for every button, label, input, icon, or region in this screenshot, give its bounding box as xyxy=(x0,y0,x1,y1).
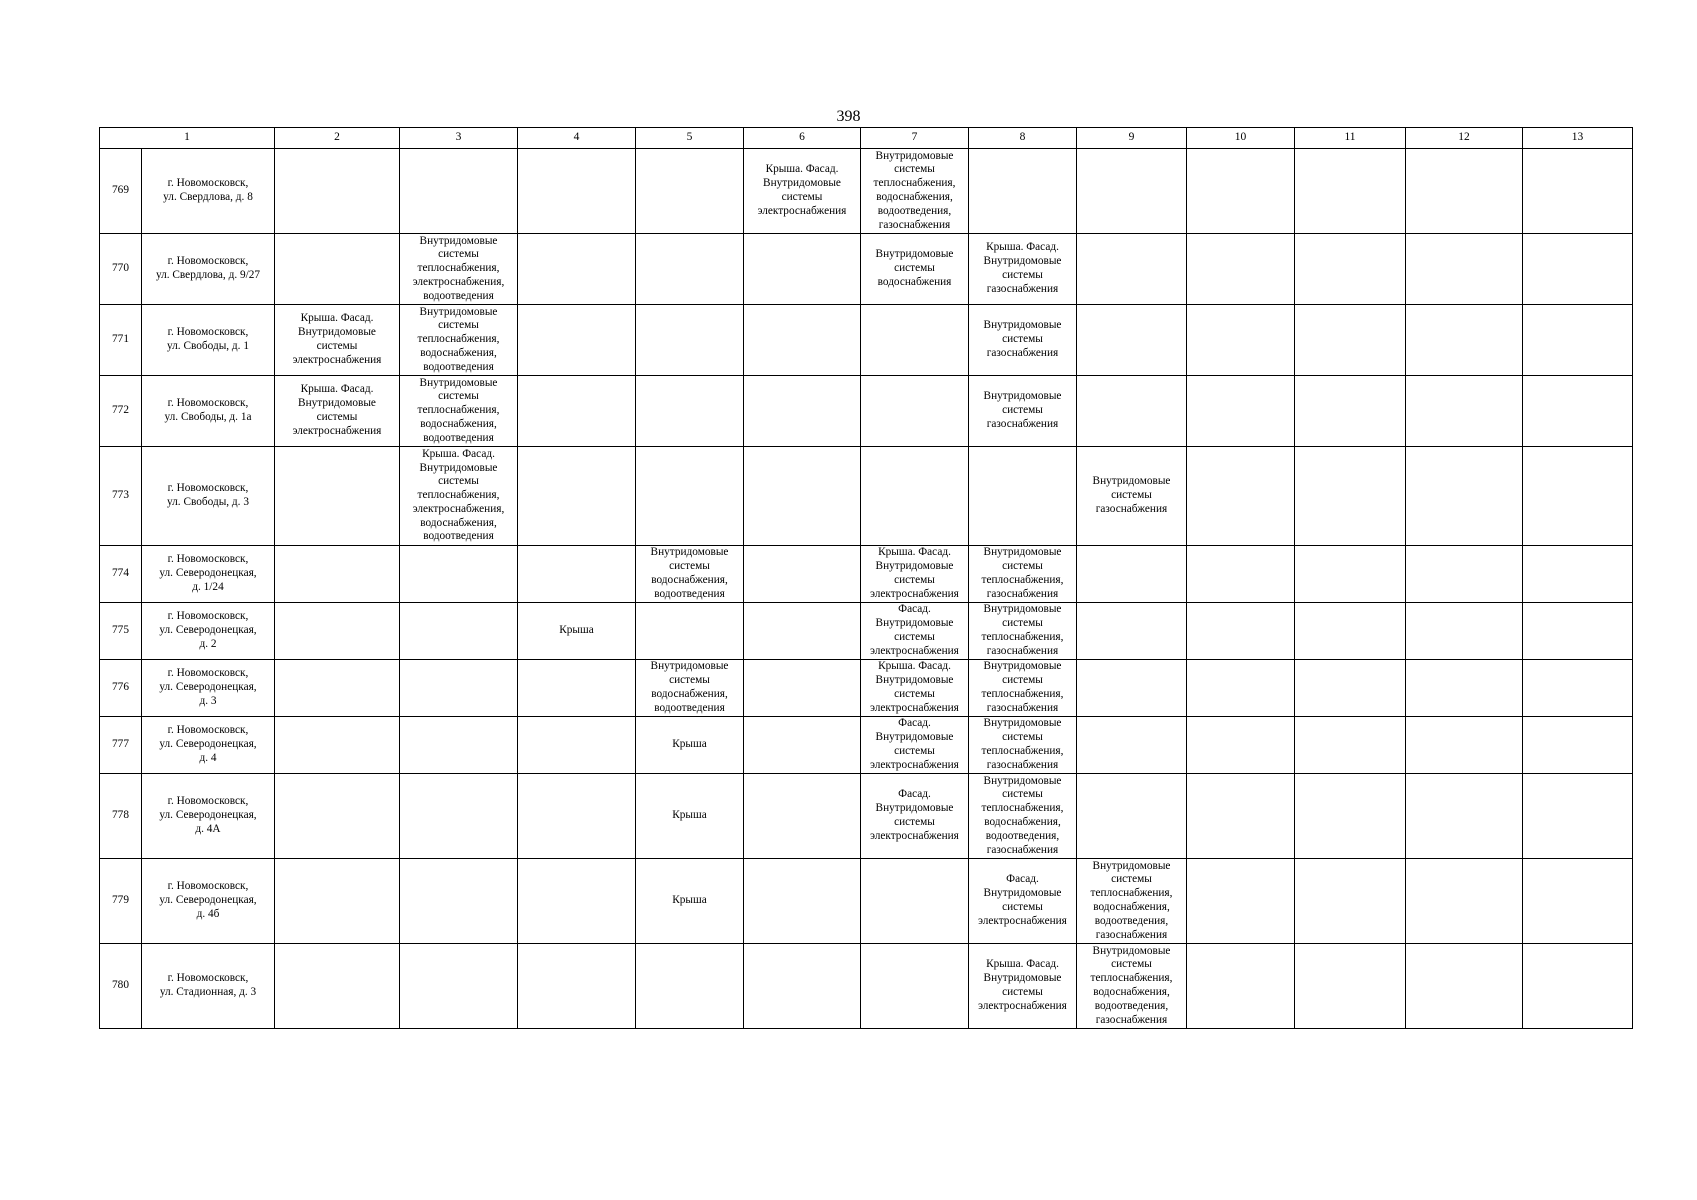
work-cell xyxy=(1406,717,1523,774)
work-cell: Крыша. Фасад. Внутридомовые системы электроснабжения xyxy=(861,546,969,603)
table-row xyxy=(100,603,1633,660)
column-number: 7 xyxy=(861,128,969,149)
work-cell: Внутридомовые системы теплоснабжения, водоснабжения, водоотведения, газоснабжения xyxy=(969,774,1077,859)
work-cell xyxy=(400,149,518,234)
work-cell xyxy=(1077,234,1187,305)
work-cell xyxy=(1523,234,1633,305)
work-cell xyxy=(861,376,969,447)
row-number: 772 xyxy=(100,376,142,447)
work-cell: Внутридомовые системы водоснабжения xyxy=(861,234,969,305)
work-cell xyxy=(1406,603,1523,660)
work-cell xyxy=(518,774,636,859)
column-number: 9 xyxy=(1077,128,1187,149)
work-cell xyxy=(744,603,861,660)
address-cell: г. Новомосковск, ул. Северодонецкая, д. 4А xyxy=(142,774,275,859)
column-number: 1 xyxy=(100,128,275,149)
work-cell xyxy=(1406,149,1523,234)
work-cell xyxy=(1523,376,1633,447)
work-cell: Крыша. Фасад. Внутридомовые системы теплоснабжения, электроснабжения, водоснабжения, водоотведения xyxy=(400,447,518,546)
work-cell: Внутридомовые системы газоснабжения xyxy=(969,376,1077,447)
work-cell xyxy=(1406,859,1523,944)
work-cell: Внутридомовые системы теплоснабжения, водоснабжения, водоотведения, газоснабжения xyxy=(1077,859,1187,944)
work-cell xyxy=(636,305,744,376)
work-cell xyxy=(1406,546,1523,603)
work-cell xyxy=(636,603,744,660)
work-cell: Внутридомовые системы теплоснабжения, газоснабжения xyxy=(969,546,1077,603)
address-cell: г. Новомосковск, ул. Стадионная, д. 3 xyxy=(142,944,275,1029)
work-cell: Фасад. Внутридомовые системы электроснабжения xyxy=(969,859,1077,944)
work-cell xyxy=(400,717,518,774)
work-cell xyxy=(1077,305,1187,376)
work-cell: Внутридомовые системы водоснабжения, водоотведения xyxy=(636,660,744,717)
work-cell: Внутридомовые системы газоснабжения xyxy=(969,305,1077,376)
table-row xyxy=(100,376,1633,447)
work-cell xyxy=(1406,376,1523,447)
work-cell xyxy=(1187,859,1295,944)
work-cell xyxy=(518,447,636,546)
work-cell: Внутридомовые системы теплоснабжения, газоснабжения xyxy=(969,603,1077,660)
work-cell xyxy=(636,376,744,447)
work-cell: Крыша xyxy=(636,717,744,774)
work-cell xyxy=(1295,660,1406,717)
work-cell xyxy=(744,234,861,305)
work-cell xyxy=(1523,660,1633,717)
work-cell xyxy=(1406,944,1523,1029)
work-cell xyxy=(1523,305,1633,376)
column-number: 6 xyxy=(744,128,861,149)
work-cell xyxy=(1187,234,1295,305)
work-cell: Фасад. Внутридомовые системы электроснабжения xyxy=(861,717,969,774)
work-cell: Фасад. Внутридомовые системы электроснабжения xyxy=(861,774,969,859)
address-cell: г. Новомосковск, ул. Северодонецкая, д. 1/24 xyxy=(142,546,275,603)
row-number: 770 xyxy=(100,234,142,305)
work-cell xyxy=(275,546,400,603)
work-cell xyxy=(744,944,861,1029)
work-cell xyxy=(1077,376,1187,447)
work-cell xyxy=(1187,447,1295,546)
column-number: 11 xyxy=(1295,128,1406,149)
row-number: 773 xyxy=(100,447,142,546)
work-cell xyxy=(1295,944,1406,1029)
work-cell xyxy=(744,859,861,944)
address-cell: г. Новомосковск, ул. Северодонецкая, д. 4б xyxy=(142,859,275,944)
address-cell: г. Новомосковск, ул. Свободы, д. 1а xyxy=(142,376,275,447)
work-cell: Внутридомовые системы теплоснабжения, водоснабжения, водоотведения, газоснабжения xyxy=(1077,944,1187,1029)
work-cell xyxy=(275,859,400,944)
address-cell: г. Новомосковск, ул. Северодонецкая, д. 4 xyxy=(142,717,275,774)
work-cell xyxy=(1523,603,1633,660)
column-number: 8 xyxy=(969,128,1077,149)
work-cell xyxy=(744,774,861,859)
work-cell xyxy=(275,774,400,859)
address-cell: г. Новомосковск, ул. Свердлова, д. 9/27 xyxy=(142,234,275,305)
work-cell xyxy=(1295,774,1406,859)
table-row xyxy=(100,149,1633,234)
row-number: 776 xyxy=(100,660,142,717)
work-cell xyxy=(518,234,636,305)
table-row xyxy=(100,546,1633,603)
work-cell xyxy=(1077,603,1187,660)
work-cell xyxy=(744,376,861,447)
row-number: 769 xyxy=(100,149,142,234)
work-cell: Крыша. Фасад. Внутридомовые системы электроснабжения xyxy=(969,944,1077,1029)
table-row xyxy=(100,305,1633,376)
work-cell xyxy=(1406,660,1523,717)
work-cell xyxy=(1523,546,1633,603)
row-number: 779 xyxy=(100,859,142,944)
work-cell xyxy=(400,774,518,859)
work-cell xyxy=(1077,717,1187,774)
work-cell xyxy=(1187,774,1295,859)
work-cell xyxy=(861,859,969,944)
table-row xyxy=(100,859,1633,944)
work-cell xyxy=(400,603,518,660)
work-cell: Крыша xyxy=(636,859,744,944)
address-cell: г. Новомосковск, ул. Северодонецкая, д. 3 xyxy=(142,660,275,717)
work-cell xyxy=(1523,149,1633,234)
work-cell xyxy=(275,717,400,774)
work-cell xyxy=(1187,944,1295,1029)
work-cell xyxy=(636,944,744,1029)
page-number: 398 xyxy=(836,108,861,125)
column-number-row xyxy=(100,128,1633,149)
work-cell xyxy=(400,944,518,1029)
work-cell xyxy=(1295,447,1406,546)
column-number: 4 xyxy=(518,128,636,149)
work-cell xyxy=(275,234,400,305)
work-cell: Крыша. Фасад. Внутридомовые системы электроснабжения xyxy=(275,376,400,447)
column-number: 3 xyxy=(400,128,518,149)
work-cell xyxy=(518,660,636,717)
column-number: 10 xyxy=(1187,128,1295,149)
row-number: 777 xyxy=(100,717,142,774)
work-cell xyxy=(1187,603,1295,660)
work-cell xyxy=(861,305,969,376)
work-cell: Фасад. Внутридомовые системы электроснабжения xyxy=(861,603,969,660)
work-cell xyxy=(861,447,969,546)
work-cell xyxy=(275,944,400,1029)
work-cell: Крыша. Фасад. Внутридомовые системы электроснабжения xyxy=(861,660,969,717)
work-cell: Внутридомовые системы теплоснабжения, водоснабжения, водоотведения xyxy=(400,305,518,376)
work-cell xyxy=(969,447,1077,546)
work-cell xyxy=(636,149,744,234)
work-cell xyxy=(518,376,636,447)
work-cell: Внутридомовые системы газоснабжения xyxy=(1077,447,1187,546)
work-cell xyxy=(1295,376,1406,447)
work-cell xyxy=(1406,234,1523,305)
table-row xyxy=(100,774,1633,859)
work-cell xyxy=(861,944,969,1029)
row-number: 775 xyxy=(100,603,142,660)
column-number: 13 xyxy=(1523,128,1633,149)
work-cell xyxy=(1523,717,1633,774)
work-cell: Крыша xyxy=(636,774,744,859)
work-cell: Внутридомовые системы теплоснабжения, водоснабжения, водоотведения, газоснабжения xyxy=(861,149,969,234)
work-cell xyxy=(400,546,518,603)
work-cell xyxy=(1077,149,1187,234)
works-schedule-table xyxy=(99,127,1633,1029)
work-cell xyxy=(969,149,1077,234)
work-cell xyxy=(1187,305,1295,376)
address-cell: г. Новомосковск, ул. Свердлова, д. 8 xyxy=(142,149,275,234)
work-cell xyxy=(1187,376,1295,447)
work-cell xyxy=(1523,447,1633,546)
address-cell: г. Новомосковск, ул. Свободы, д. 3 xyxy=(142,447,275,546)
work-cell xyxy=(744,717,861,774)
work-cell: Крыша. Фасад. Внутридомовые системы газоснабжения xyxy=(969,234,1077,305)
work-cell xyxy=(636,234,744,305)
work-cell xyxy=(1523,944,1633,1029)
work-cell: Внутридомовые системы теплоснабжения, газоснабжения xyxy=(969,717,1077,774)
work-cell xyxy=(1295,305,1406,376)
work-cell xyxy=(744,660,861,717)
row-number: 780 xyxy=(100,944,142,1029)
work-cell xyxy=(400,859,518,944)
table-row xyxy=(100,944,1633,1029)
work-cell xyxy=(1406,305,1523,376)
work-cell xyxy=(1523,859,1633,944)
work-cell: Внутридомовые системы водоснабжения, водоотведения xyxy=(636,546,744,603)
work-cell xyxy=(275,603,400,660)
work-cell xyxy=(1295,234,1406,305)
work-cell xyxy=(1077,546,1187,603)
work-cell xyxy=(1187,149,1295,234)
work-cell xyxy=(1187,660,1295,717)
work-cell xyxy=(1187,717,1295,774)
row-number: 778 xyxy=(100,774,142,859)
work-cell: Крыша. Фасад. Внутридомовые системы электроснабжения xyxy=(744,149,861,234)
work-cell: Внутридомовые системы теплоснабжения, газоснабжения xyxy=(969,660,1077,717)
work-cell xyxy=(1295,717,1406,774)
work-cell xyxy=(1295,859,1406,944)
work-cell xyxy=(518,546,636,603)
work-cell xyxy=(1077,774,1187,859)
work-cell xyxy=(400,660,518,717)
work-cell xyxy=(275,660,400,717)
work-cell xyxy=(744,447,861,546)
row-number: 774 xyxy=(100,546,142,603)
work-cell xyxy=(1523,774,1633,859)
work-cell xyxy=(1077,660,1187,717)
work-cell xyxy=(744,305,861,376)
work-cell xyxy=(636,447,744,546)
column-number: 5 xyxy=(636,128,744,149)
work-cell xyxy=(1295,603,1406,660)
work-cell: Внутридомовые системы теплоснабжения, электроснабжения, водоотведения xyxy=(400,234,518,305)
work-cell xyxy=(744,546,861,603)
work-cell: Внутридомовые системы теплоснабжения, водоснабжения, водоотведения xyxy=(400,376,518,447)
work-cell xyxy=(518,859,636,944)
table-row xyxy=(100,447,1633,546)
work-cell xyxy=(1406,447,1523,546)
work-cell xyxy=(1295,546,1406,603)
table-row xyxy=(100,234,1633,305)
column-number: 12 xyxy=(1406,128,1523,149)
table-row xyxy=(100,717,1633,774)
table-row xyxy=(100,660,1633,717)
work-cell xyxy=(1187,546,1295,603)
work-cell: Крыша. Фасад. Внутридомовые системы электроснабжения xyxy=(275,305,400,376)
work-cell xyxy=(1406,774,1523,859)
work-cell xyxy=(1295,149,1406,234)
work-cell xyxy=(518,717,636,774)
work-cell xyxy=(518,149,636,234)
work-cell xyxy=(275,149,400,234)
work-cell xyxy=(275,447,400,546)
column-number: 2 xyxy=(275,128,400,149)
address-cell: г. Новомосковск, ул. Свободы, д. 1 xyxy=(142,305,275,376)
row-number: 771 xyxy=(100,305,142,376)
work-cell xyxy=(518,305,636,376)
work-cell xyxy=(518,944,636,1029)
work-cell: Крыша xyxy=(518,603,636,660)
address-cell: г. Новомосковск, ул. Северодонецкая, д. 2 xyxy=(142,603,275,660)
